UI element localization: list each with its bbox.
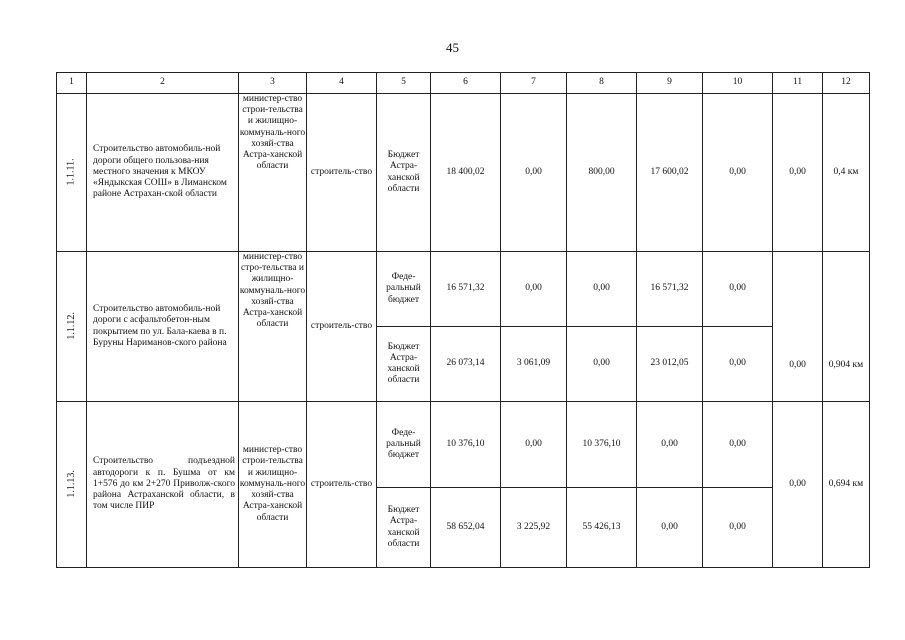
capacity-cell: 0,4 км [823,94,870,252]
row-code-cell [57,94,87,252]
funding-source: Бюджет Астра-ханской области [377,488,431,568]
funding-source: Феде-ральный бюджет [377,252,431,327]
value-cell: 23 012,05 [637,327,703,402]
responsible-executor: министер-ство строи-тельства и жилищно-коммуналь-ного хозяй-ства Астра-ханской области [239,402,307,568]
value-cell: 0,00 [703,252,773,327]
table-row [57,402,870,488]
program-table [56,72,870,568]
project-name: Строительство автомобиль-ной дороги с асфальтобетон-ным покрытием по ул. Бала-каева в п. Буруны Нариманов-ского района [87,252,239,402]
value-cell: 16 571,32 [431,252,501,327]
value-cell: 18 400,02 [431,94,501,252]
value-cell: 0,00 [637,402,703,488]
value-cell: 0,00 [567,252,637,327]
column-header: 9 [637,73,703,94]
funding-source: Бюджет Астра-ханской области [377,327,431,402]
capacity-cell: 0,694 км [823,402,870,568]
value-cell: 0,00 [703,488,773,568]
row-code: 1.1.12. [65,312,77,341]
value-cell: 0,00 [501,252,567,327]
capacity-cell [823,252,870,402]
responsible-executor: министер-ство стро-тельства и жилищно-коммуналь-ного хозяй-ства Астра-ханской области [239,252,307,402]
table-row [57,94,870,252]
value-cell: 0,00 [773,94,823,252]
activity-type: строитель-ство [307,402,377,568]
project-name: Строительство автомобиль-ной дороги общего пользова-ния местного значения к МКОУ «Яндыкская СОШ» в Лиманском районе Астрахан-ской области [87,94,239,252]
activity-type: строитель-ство [307,94,377,252]
page-number: 45 [446,40,459,55]
col11-value: 0,00 [789,359,806,370]
column-header: 4 [307,73,377,94]
responsible-executor: министер-ство строи-тельства и жилищно-коммуналь-ного хозяй-ства Астра-ханской области [239,94,307,252]
capacity-value: 0,904 км [828,359,864,370]
column-header: 2 [87,73,239,94]
value-cell: 800,00 [567,94,637,252]
table-row [57,252,870,327]
funding-source: Бюджет Астра-ханской области [377,94,431,252]
column-header: 5 [377,73,431,94]
value-cell: 10 376,10 [431,402,501,488]
column-header: 10 [703,73,773,94]
column-header: 12 [823,73,870,94]
value-cell: 16 571,32 [637,252,703,327]
column-header: 3 [239,73,307,94]
header-row [57,73,870,94]
value-cell: 0,00 [637,488,703,568]
column-header: 6 [431,73,501,94]
value-cell: 17 600,02 [637,94,703,252]
value-cell: 3 225,92 [501,488,567,568]
funding-source: Феде-ральный бюджет [377,402,431,488]
value-cell: 3 061,09 [501,327,567,402]
column-header: 1 [57,73,87,94]
value-cell: 55 426,13 [567,488,637,568]
value-cell: 0,00 [703,94,773,252]
value-cell: 0,00 [703,327,773,402]
value-cell: 0,00 [703,402,773,488]
value-cell [773,252,823,402]
row-code-cell [57,402,87,568]
value-cell: 26 073,14 [431,327,501,402]
value-cell: 0,00 [501,402,567,488]
column-header: 7 [501,73,567,94]
value-cell: 58 652,04 [431,488,501,568]
project-name: Строительство подъездной автодороги к п. Бушма от км 1+576 до км 2+270 Приволж-ского района Астраханской области, в том числе ПИР [87,402,239,568]
row-code: 1.1.11. [65,158,77,186]
value-cell: 0,00 [773,402,823,568]
activity-type: строитель-ство [307,252,377,402]
value-cell: 10 376,10 [567,402,637,488]
column-header: 8 [567,73,637,94]
row-code: 1.1.13. [65,470,77,499]
row-code-cell [57,252,87,402]
column-header: 11 [773,73,823,94]
value-cell: 0,00 [567,327,637,402]
value-cell: 0,00 [501,94,567,252]
